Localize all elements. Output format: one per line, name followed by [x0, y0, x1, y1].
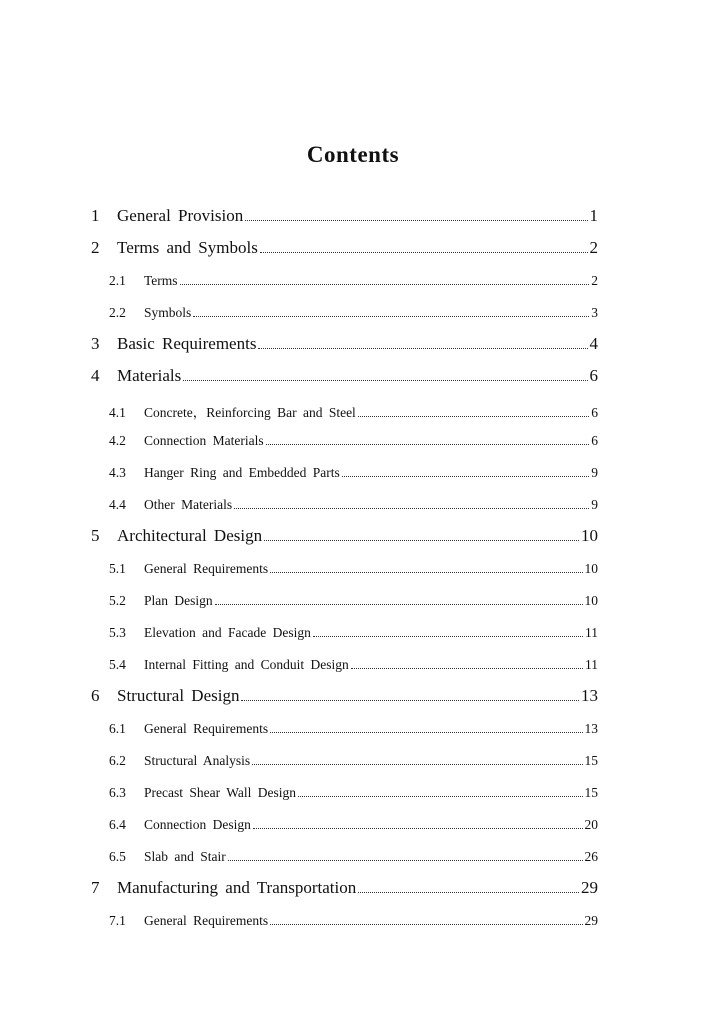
toc-entry-number: 3: [91, 334, 100, 353]
toc-section-entry[interactable]: [109, 849, 598, 865]
toc-entry-number: 5: [91, 526, 100, 545]
toc-section-entry[interactable]: [109, 753, 598, 769]
page-title: Contents: [306, 142, 400, 167]
toc-entry-title: Slab and Stair: [144, 849, 226, 864]
dot-leader: [342, 476, 590, 477]
toc-entry-number: 4.4: [109, 497, 126, 512]
toc-entry-number: 2.2: [109, 305, 126, 320]
toc-entry-number: 4.1: [109, 405, 126, 420]
toc-entry-page-number: 13: [584, 721, 598, 736]
toc-section-entry[interactable]: [109, 273, 598, 289]
toc-entry-number: 6.5: [109, 849, 126, 864]
dot-leader: [313, 636, 583, 637]
toc-entry-number: 1: [91, 206, 100, 225]
toc-entry-page-number: 6: [589, 366, 598, 385]
toc-entry-title: Materials: [117, 366, 182, 385]
toc-entry-title: Symbols: [144, 305, 192, 320]
toc-entry-title: Other Materials: [144, 497, 233, 512]
toc-entry-page-number: 10: [584, 561, 598, 576]
toc-section-entry[interactable]: [109, 785, 598, 801]
toc-entry-page-number: 20: [584, 817, 598, 832]
toc-chapter-entry[interactable]: [91, 334, 598, 354]
toc-chapter-entry[interactable]: [91, 686, 598, 706]
toc-entry-title: Structural Analysis: [144, 753, 251, 768]
toc-entry-page-number: 29: [581, 878, 598, 897]
dot-leader: [228, 860, 583, 861]
toc-entry-title: General Requirements: [144, 913, 269, 928]
toc-entry-page-number: 1: [589, 206, 598, 225]
toc-entry-title: Connection Design: [144, 817, 251, 832]
dot-leader: [260, 252, 588, 253]
toc-entry-page-number: 15: [584, 753, 598, 768]
toc-entry-page-number: 29: [584, 913, 598, 928]
dot-leader: [252, 764, 582, 765]
toc-entry-number: 4.3: [109, 465, 126, 480]
toc-entry-number: 6.4: [109, 817, 126, 832]
dot-leader: [358, 892, 579, 893]
dot-leader: [270, 572, 582, 573]
toc-section-entry[interactable]: [109, 721, 598, 737]
toc-entry-number: 5.3: [109, 625, 126, 640]
dot-leader: [266, 444, 590, 445]
toc-section-entry[interactable]: [109, 401, 598, 421]
toc-section-entry[interactable]: [109, 433, 598, 449]
toc-entry-number: 5.2: [109, 593, 126, 608]
toc-entry-number: 7.1: [109, 913, 126, 928]
toc-chapter-entry[interactable]: [91, 238, 598, 258]
dot-leader: [234, 508, 589, 509]
toc-entry-number: 6.2: [109, 753, 126, 768]
toc-section-entry[interactable]: [109, 593, 598, 609]
toc-entry-page-number: 9: [591, 465, 598, 480]
toc-entry-page-number: 11: [585, 625, 598, 640]
dot-leader: [241, 700, 579, 701]
toc-entry-page-number: 13: [581, 686, 598, 705]
toc-entry-number: 2: [91, 238, 100, 257]
toc-entry-title: Connection Materials: [144, 433, 264, 448]
toc-entry-number: 4.2: [109, 433, 126, 448]
dot-leader: [180, 284, 590, 285]
toc-entry-page-number: 4: [589, 334, 598, 353]
toc-entry-title: Internal Fitting and Conduit Design: [144, 657, 349, 672]
toc-chapter-entry[interactable]: [91, 878, 598, 898]
toc-entry-page-number: 10: [581, 526, 598, 545]
toc-entry-page-number: 3: [591, 305, 598, 320]
toc-entry-page-number: 15: [584, 785, 598, 800]
toc-entry-number: 6.3: [109, 785, 126, 800]
toc-entry-number: 6.1: [109, 721, 126, 736]
dot-leader: [183, 380, 587, 381]
toc-entry-page-number: 6: [591, 433, 598, 448]
toc-entry-title: General Requirements: [144, 561, 269, 576]
toc-entry-title: Plan Design: [144, 593, 213, 608]
dot-leader: [358, 416, 589, 417]
toc-entry-number: 2.1: [109, 273, 126, 288]
toc-section-entry[interactable]: [109, 561, 598, 577]
toc-entry-number: 6: [91, 686, 100, 705]
toc-entry-number: 7: [91, 878, 100, 897]
toc-chapter-entry[interactable]: [91, 526, 598, 546]
toc-entry-title: Manufacturing and Transportation: [117, 878, 357, 897]
toc-section-entry[interactable]: [109, 497, 598, 513]
toc-entry-title: Architectural Design: [117, 526, 263, 545]
dot-leader: [245, 220, 587, 221]
dot-leader: [270, 732, 582, 733]
toc-chapter-entry[interactable]: [91, 206, 598, 226]
toc-section-entry[interactable]: [109, 913, 598, 929]
dot-leader: [215, 604, 583, 605]
toc-entry-page-number: 11: [585, 657, 598, 672]
toc-entry-title: Hanger Ring and Embedded Parts: [144, 465, 340, 480]
toc-entry-title: Structural Design: [117, 686, 240, 705]
toc-entry-title: Concrete，Reinforcing Bar and Steel: [144, 405, 356, 420]
toc-entry-page-number: 2: [591, 273, 598, 288]
dot-leader: [264, 540, 579, 541]
toc-section-entry[interactable]: [109, 625, 598, 641]
dot-leader: [351, 668, 583, 669]
toc-entry-number: 5.4: [109, 657, 126, 672]
toc-entry-title: General Provision: [117, 206, 244, 225]
toc-entry-title: Elevation and Facade Design: [144, 625, 311, 640]
toc-entry-page-number: 10: [584, 593, 598, 608]
toc-entry-page-number: 9: [591, 497, 598, 512]
toc-entry-title: Precast Shear Wall Design: [144, 785, 297, 800]
toc-entry-title: Terms: [144, 273, 178, 288]
toc-section-entry[interactable]: [109, 465, 598, 481]
toc-entry-title: Basic Requirements: [117, 334, 257, 353]
toc-entry-page-number: 26: [584, 849, 598, 864]
dot-leader: [270, 924, 582, 925]
toc-entry-number: 5.1: [109, 561, 126, 576]
toc-entry-title: Terms and Symbols: [117, 238, 258, 257]
toc-entry-page-number: 6: [591, 405, 598, 420]
toc-entry-title: General Requirements: [144, 721, 269, 736]
dot-leader: [193, 316, 589, 317]
toc-section-entry[interactable]: [109, 657, 598, 673]
dot-leader: [298, 796, 582, 797]
dot-leader: [258, 348, 587, 349]
dot-leader: [253, 828, 583, 829]
toc-section-entry[interactable]: [109, 305, 598, 321]
toc-entry-page-number: 2: [589, 238, 598, 257]
toc-chapter-entry[interactable]: [91, 366, 598, 386]
toc-entry-number: 4: [91, 366, 100, 385]
toc-section-entry[interactable]: [109, 817, 598, 833]
